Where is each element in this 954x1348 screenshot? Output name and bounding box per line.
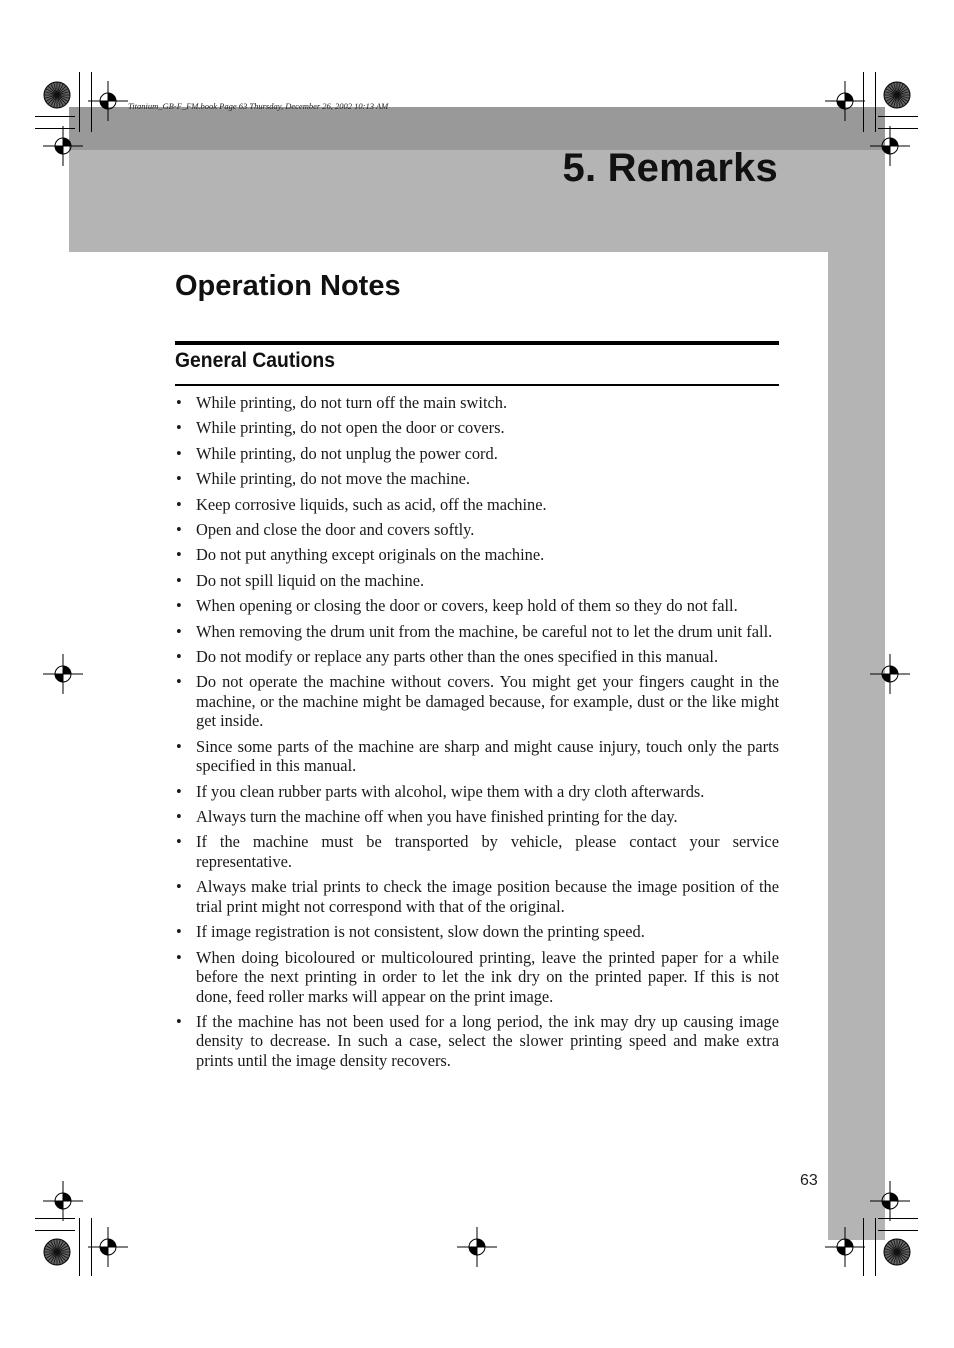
crop-mark xyxy=(35,128,75,129)
bullet-icon: • xyxy=(176,469,182,489)
caution-text: When removing the drum unit from the machine, be careful not to let the drum unit fall. xyxy=(196,621,773,641)
caution-text: If you clean rubber parts with alcohol, wipe them with a dry cloth afterwards. xyxy=(196,781,705,801)
header-band-dark xyxy=(69,107,885,150)
caution-text: If the machine must be transported by vehicle, please contact your service representative. xyxy=(196,832,779,871)
caution-item xyxy=(175,418,779,438)
caution-text: If image registration is not consistent, slow down the printing speed. xyxy=(196,922,645,942)
caution-text: Do not operate the machine without covers. You might get your fingers caught in the machine, or the machine might be damaged because, for example, dust or the like might get inside. xyxy=(196,672,779,731)
caution-item xyxy=(175,622,779,642)
caution-item xyxy=(175,832,779,871)
caution-item xyxy=(175,393,779,413)
caution-text: While printing, do not move the machine. xyxy=(196,469,471,489)
registration-crosshair-icon xyxy=(88,81,128,121)
crop-mark xyxy=(878,128,918,129)
crop-mark xyxy=(878,116,918,117)
registration-crosshair-icon xyxy=(43,654,83,694)
registration-crosshair-icon xyxy=(825,1227,865,1267)
print-slug: Titanium_GB-F_FM.book Page 63 Thursday, December 26, 2002 10:13 AM xyxy=(128,101,389,111)
caution-text: Always turn the machine off when you have finished printing for the day. xyxy=(196,806,678,826)
registration-starburst-icon xyxy=(882,80,912,110)
bullet-icon: • xyxy=(176,781,182,801)
crop-mark xyxy=(878,1230,918,1231)
caution-text: While printing, do not open the door or covers. xyxy=(196,418,505,438)
caution-item xyxy=(175,596,779,616)
crop-mark xyxy=(875,72,876,132)
bullet-icon: • xyxy=(176,519,182,539)
caution-item xyxy=(175,520,779,540)
bullet-icon: • xyxy=(176,418,182,438)
caution-text: While printing, do not turn off the main switch. xyxy=(196,393,508,412)
registration-starburst-icon xyxy=(882,1237,912,1267)
registration-starburst-icon xyxy=(42,1237,72,1267)
crop-mark xyxy=(863,72,864,132)
caution-text: If the machine has not been used for a long period, the ink may dry up causing image density to decrease. In such a case, select the slower printing speed and make extra prints until the image density recovers. xyxy=(196,1011,779,1070)
crop-mark xyxy=(35,1230,75,1231)
bullet-icon: • xyxy=(176,832,182,852)
bullet-icon: • xyxy=(176,393,182,412)
subsection-rule xyxy=(175,384,779,386)
bullet-icon: • xyxy=(176,596,182,616)
caution-item xyxy=(175,737,779,776)
caution-item xyxy=(175,877,779,916)
bullet-icon: • xyxy=(176,736,182,756)
cautions-list xyxy=(175,393,779,1076)
caution-item xyxy=(175,647,779,667)
caution-item xyxy=(175,672,779,731)
registration-crosshair-icon xyxy=(870,654,910,694)
crop-mark xyxy=(875,1218,876,1276)
caution-text: While printing, do not unplug the power cord. xyxy=(196,443,498,463)
bullet-icon: • xyxy=(176,494,182,514)
caution-text: Do not modify or replace any parts other than the ones specified in this manual. xyxy=(196,646,719,666)
bullet-icon: • xyxy=(176,947,182,967)
caution-item xyxy=(175,469,779,489)
bullet-icon: • xyxy=(176,806,182,826)
crop-mark xyxy=(878,1218,918,1219)
caution-item xyxy=(175,807,779,827)
bullet-icon: • xyxy=(176,672,182,692)
bullet-icon: • xyxy=(176,570,182,590)
caution-item xyxy=(175,444,779,464)
caution-item xyxy=(175,782,779,802)
caution-item xyxy=(175,922,779,942)
registration-crosshair-icon xyxy=(457,1227,497,1267)
crop-mark xyxy=(79,1218,80,1276)
registration-crosshair-icon xyxy=(870,1181,910,1221)
caution-item xyxy=(175,1012,779,1071)
caution-text: Do not put anything except originals on the machine. xyxy=(196,545,545,565)
side-thumb-tab xyxy=(828,252,885,1240)
caution-item xyxy=(175,545,779,565)
registration-crosshair-icon xyxy=(870,126,910,166)
bullet-icon: • xyxy=(176,877,182,897)
section-title: Operation Notes xyxy=(175,270,401,302)
caution-text: Keep corrosive liquids, such as acid, off the machine. xyxy=(196,494,547,514)
registration-crosshair-icon xyxy=(43,1181,83,1221)
bullet-icon: • xyxy=(176,545,182,565)
crop-mark xyxy=(91,72,92,132)
registration-crosshair-icon xyxy=(43,126,83,166)
section-rule xyxy=(175,341,779,345)
bullet-icon: • xyxy=(176,646,182,666)
caution-item xyxy=(175,571,779,591)
caution-text: Open and close the door and covers softly. xyxy=(196,519,475,539)
crop-mark xyxy=(35,1218,75,1219)
bullet-icon: • xyxy=(176,621,182,641)
caution-item xyxy=(175,495,779,515)
caution-text: Always make trial prints to check the image position because the image position of the trial print might not correspond with that of the original. xyxy=(196,877,779,916)
crop-mark xyxy=(79,72,80,132)
registration-crosshair-icon xyxy=(88,1227,128,1267)
caution-text: When doing bicoloured or multicoloured printing, leave the printed paper for a while before the next printing in order to let the ink dry on the printed paper. If this is not done, feed roller marks will appear on the print image. xyxy=(196,947,779,1006)
crop-mark xyxy=(35,116,75,117)
page-number: 63 xyxy=(800,1172,818,1189)
caution-item xyxy=(175,948,779,1007)
bullet-icon: • xyxy=(176,1011,182,1031)
registration-crosshair-icon xyxy=(825,81,865,121)
bullet-icon: • xyxy=(176,443,182,463)
caution-text: When opening or closing the door or covers, keep hold of them so they do not fall. xyxy=(196,596,738,616)
caution-text: Since some parts of the machine are sharp and might cause injury, touch only the parts specified in this manual. xyxy=(196,736,779,776)
chapter-title: 5. Remarks xyxy=(562,146,778,190)
bullet-icon: • xyxy=(176,922,182,942)
subsection-title: General Cautions xyxy=(175,349,335,372)
registration-starburst-icon xyxy=(42,80,72,110)
crop-mark xyxy=(863,1218,864,1276)
crop-mark xyxy=(91,1218,92,1276)
caution-text: Do not spill liquid on the machine. xyxy=(196,570,425,590)
